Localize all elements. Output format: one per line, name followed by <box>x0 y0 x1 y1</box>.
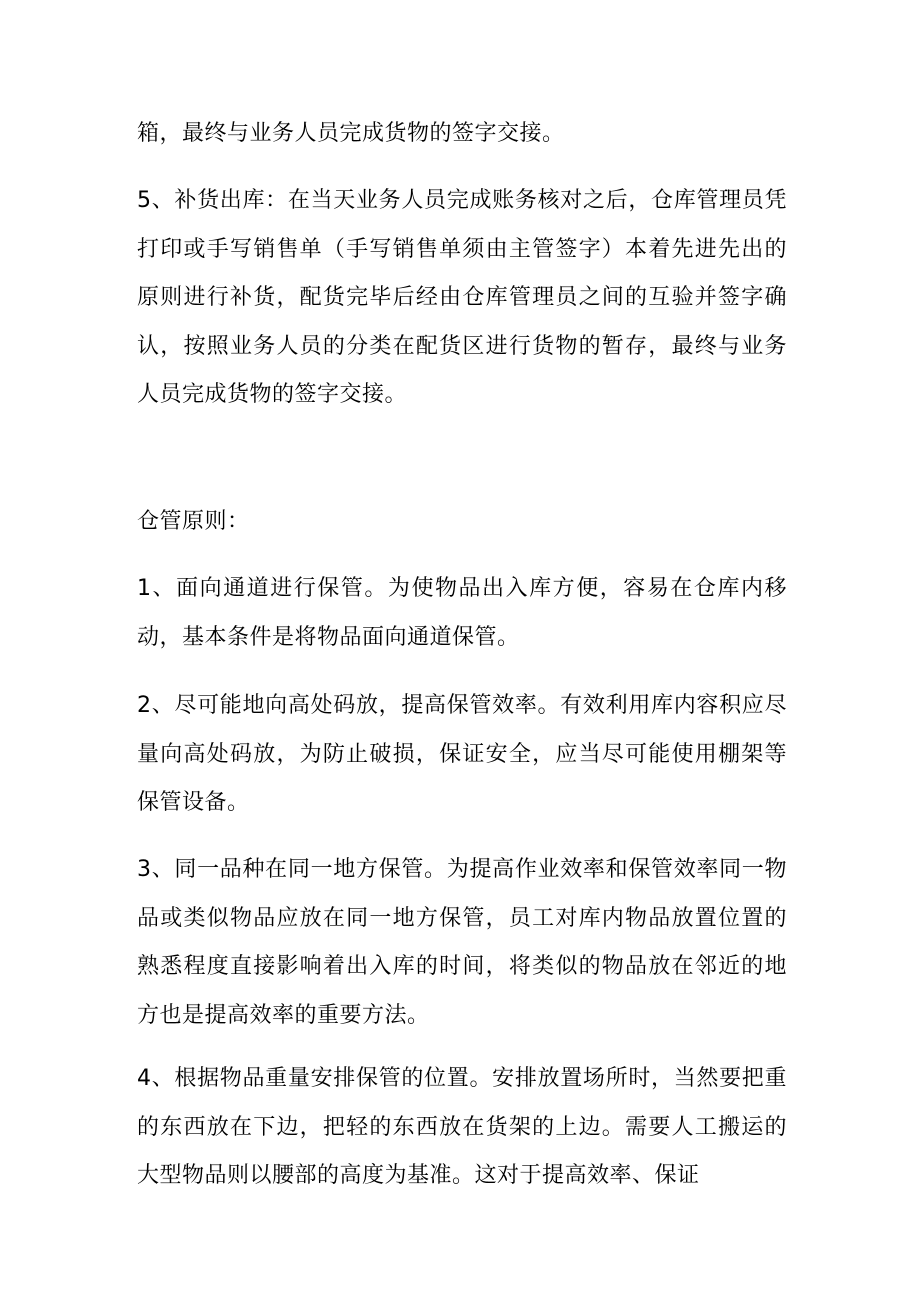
paragraph-intro: 箱，最终与业务人员完成货物的签字交接。 <box>137 121 565 146</box>
principle-paragraph-4: 4、根据物品重量安排保管的位置。安排放置场所时，当然要把重的东西放在下边，把轻的东西放在货架的上边。需要人工搬运的大型物品则以腰部的高度为基准。这对于提高效率、保证 <box>137 1066 787 1188</box>
principle-paragraph-3: 3、同一品种在同一地方保管。为提高作业效率和保管效率同一物品或类似物品应放在同一地方保管，员工对库内物品放置位置的熟悉程度直接影响着出入库的时间，将类似的物品放在邻近的地方也是提高效率的重要方法。 <box>137 857 787 1028</box>
principle-paragraph-2: 2、尽可能地向高处码放，提高保管效率。有效利用库内容积应尽量向高处码放，为防止破损，保证安全，应当尽可能使用棚架等保管设备。 <box>137 693 787 815</box>
paragraph-step-5: 5、补货出库：在当天业务人员完成账务核对之后，仓库管理员凭打印或手写销售单（手写销售单须由主管签字）本着先进先出的原则进行补货，配货完毕后经由仓库管理员之间的互验并签字确认，按照业务人员的分类在配货区进行货物的暂存，最终与业务人员完成货物的签字交接。 <box>137 188 787 407</box>
principle-paragraph-1: 1、面向通道进行保管。为使物品出入库方便，容易在仓库内移动，基本条件是将物品面向通道保管。 <box>137 576 787 650</box>
section-heading-principles: 仓管原则： <box>137 509 250 534</box>
